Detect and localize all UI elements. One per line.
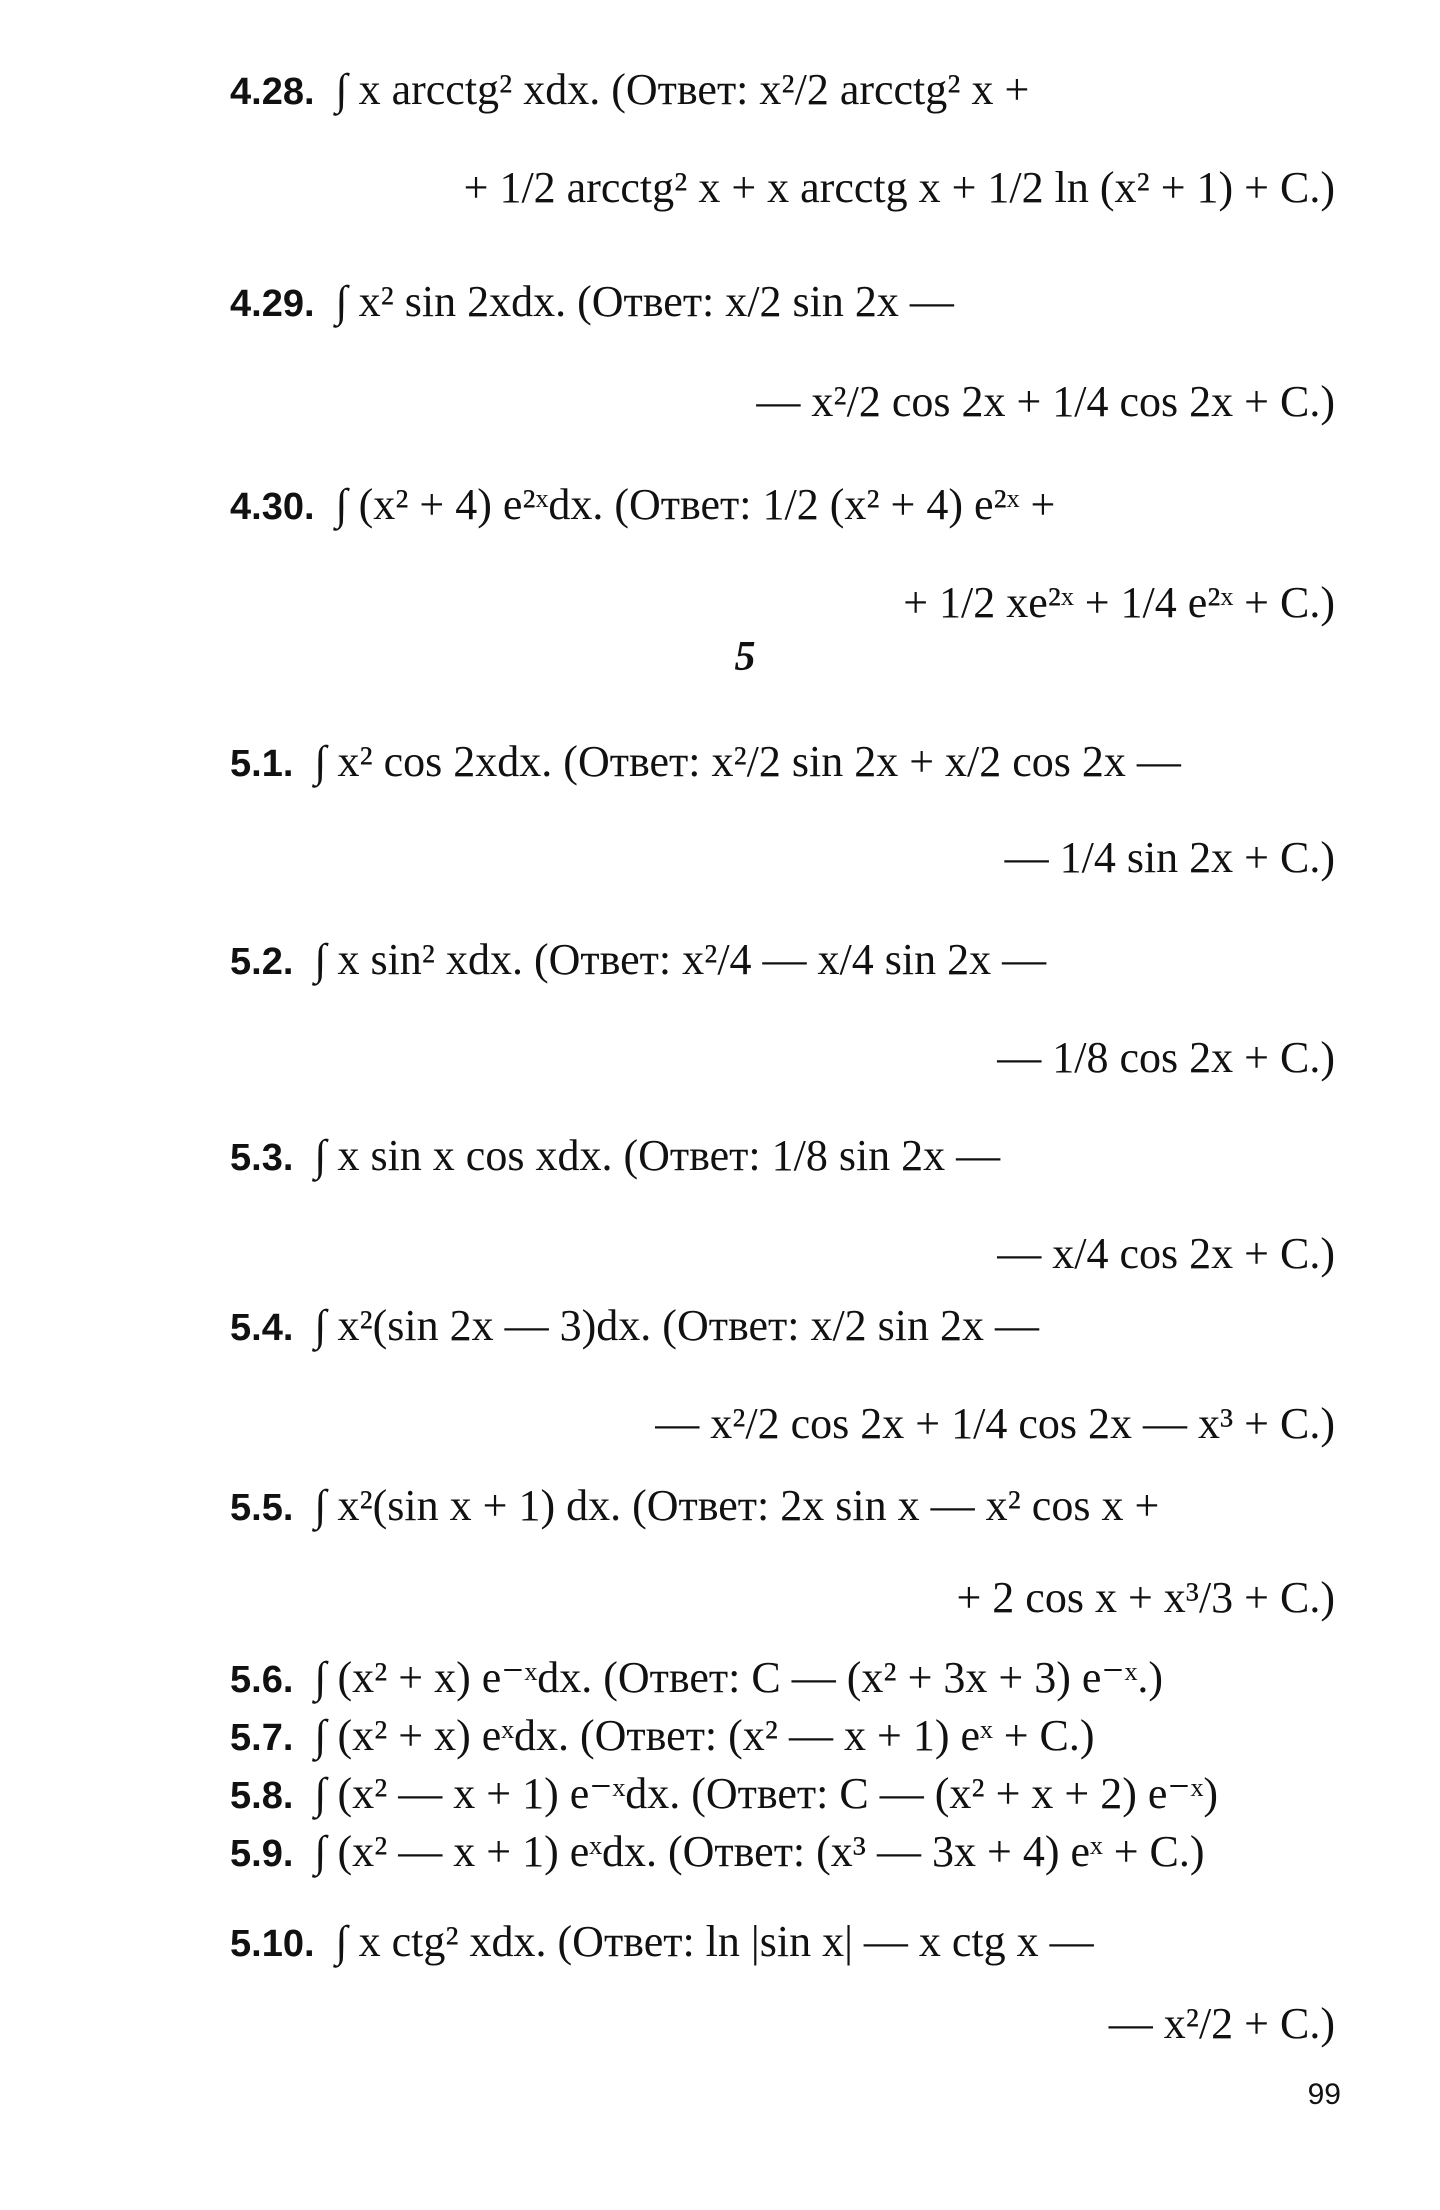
problem-number: 5.3. [230, 1137, 294, 1179]
problem-text: ∫ (x² + 4) e²ˣdx. (Ответ: 1/2 (x² + 4) e²ˣ + [335, 480, 1056, 529]
problem-4-28-line1 [230, 60, 1029, 120]
problem-text: ∫ x² sin 2xdx. (Ответ: x/2 sin 2x — [335, 277, 954, 326]
problem-5-2-line2: — 1/8 cos 2x + C.) [997, 1033, 1335, 1082]
problem-number: 5.2. [230, 941, 294, 983]
problem-text: ∫ (x² — x + 1) e⁻ˣdx. (Ответ: C — (x² + x + 2) e⁻ˣ) [314, 1769, 1218, 1818]
problem-text: ∫ x²(sin 2x — 3)dx. (Ответ: x/2 sin 2x — [314, 1301, 1040, 1350]
problem-number: 5.4. [230, 1307, 294, 1349]
problem-text: ∫ (x² + x) eˣdx. (Ответ: (x² — x + 1) eˣ + C.) [314, 1711, 1095, 1760]
problem-5-10-line2: — x²/2 + C.) [1108, 1999, 1335, 2048]
problem-number: 4.29. [230, 283, 315, 325]
problem-number: 5.1. [230, 743, 294, 785]
problem-text: ∫ (x² — x + 1) eˣdx. (Ответ: (x³ — 3x + 4) eˣ + C.) [314, 1827, 1205, 1876]
problem-number: 5.6. [230, 1659, 294, 1701]
problem-number: 5.9. [230, 1833, 294, 1875]
problem-5-2-line1 [230, 930, 1046, 990]
page-number: 99 [1307, 2078, 1341, 2111]
problem-text: ∫ x sin x cos xdx. (Ответ: 1/8 sin 2x — [314, 1131, 1001, 1180]
problem-5-1-line1 [230, 732, 1181, 792]
problem-5-6 [230, 1648, 1163, 1708]
problem-text: ∫ x arcctg² xdx. (Ответ: x²/2 arcctg² x + [335, 65, 1030, 114]
problem-5-4-line1 [230, 1296, 1039, 1356]
section-heading: 5 [734, 634, 756, 680]
problem-4-28-line2: + 1/2 arcctg² x + x arcctg x + 1/2 ln (x² + 1) + C.) [463, 163, 1335, 212]
problem-number: 5.7. [230, 1717, 294, 1759]
problem-5-1-line2: — 1/4 sin 2x + C.) [1004, 833, 1335, 882]
problem-number: 4.30. [230, 486, 315, 528]
problem-number: 5.8. [230, 1775, 294, 1817]
problem-4-29-line1 [230, 272, 954, 332]
problem-5-10-line1 [230, 1912, 1094, 1972]
problem-5-9 [230, 1822, 1205, 1882]
problem-5-3-line2: — x/4 cos 2x + C.) [997, 1229, 1335, 1278]
problem-number: 4.28. [230, 71, 315, 113]
problem-5-3-line1 [230, 1126, 1000, 1186]
problem-5-5-line1 [230, 1476, 1159, 1536]
problem-5-7 [230, 1706, 1095, 1766]
problem-5-4-line2: — x²/2 cos 2x + 1/4 cos 2x — x³ + C.) [655, 1399, 1335, 1448]
problem-text: ∫ x² cos 2xdx. (Ответ: x²/2 sin 2x + x/2 cos 2x — [314, 737, 1181, 786]
problem-4-30-line1 [230, 475, 1055, 535]
problem-number: 5.5. [230, 1487, 294, 1529]
problem-text: ∫ x²(sin x + 1) dx. (Ответ: 2x sin x — x² cos x + [314, 1481, 1160, 1530]
problem-4-29-line2: — x²/2 cos 2x + 1/4 cos 2x + C.) [756, 377, 1335, 426]
problem-4-30-line2: + 1/2 xe²ˣ + 1/4 e²ˣ + C.) [903, 578, 1335, 627]
problem-5-5-line2: + 2 cos x + x³/3 + C.) [956, 1573, 1335, 1622]
problem-text: ∫ (x² + x) e⁻ˣdx. (Ответ: C — (x² + 3x + 3) e⁻ˣ.) [314, 1653, 1163, 1702]
problem-text: ∫ x ctg² xdx. (Ответ: ln |sin x| — x ctg x — [335, 1917, 1094, 1966]
problem-number: 5.10. [230, 1923, 315, 1965]
problem-text: ∫ x sin² xdx. (Ответ: x²/4 — x/4 sin 2x — [314, 935, 1047, 984]
problem-5-8 [230, 1764, 1218, 1824]
